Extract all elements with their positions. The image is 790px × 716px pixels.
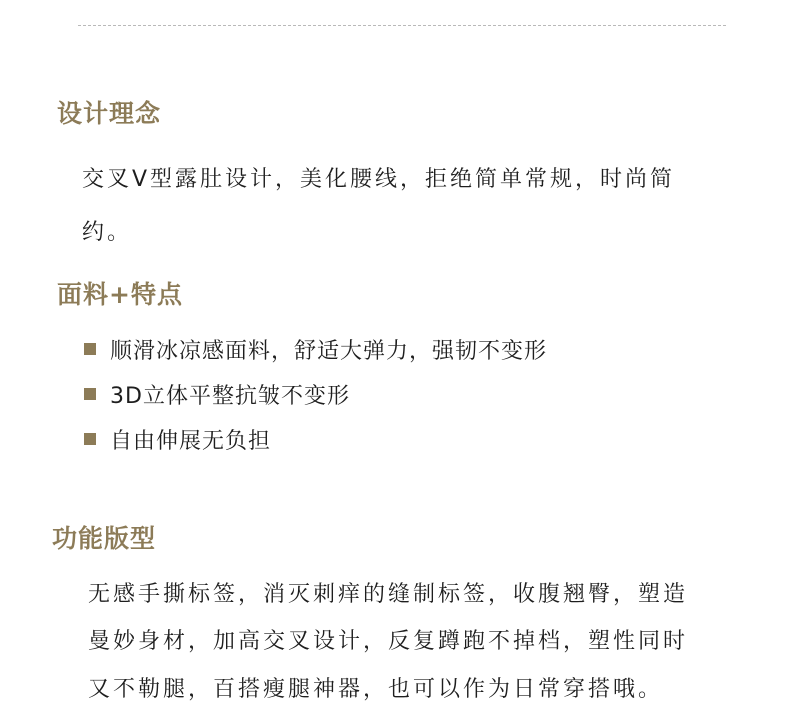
top-dashed-divider (78, 25, 726, 26)
fabric-features-list (84, 334, 547, 469)
square-bullet-icon (84, 433, 96, 445)
function-fit-heading: 功能版型 (52, 524, 157, 553)
list-item (84, 334, 547, 364)
function-fit-line-2: 曼妙身材，加高交叉设计，反复蹲跑不掉档，塑性同时 (88, 629, 689, 654)
list-item (84, 379, 547, 409)
fabric-features-heading: 面料+特点 (57, 280, 183, 309)
square-bullet-icon (84, 388, 96, 400)
design-concept-heading: 设计理念 (57, 99, 162, 128)
function-fit-line-3: 又不勒腿，百搭瘦腿神器，也可以作为日常穿搭哦。 (88, 677, 664, 702)
list-item-text: 顺滑冰凉感面料，舒适大弹力，强韧不变形 (110, 338, 548, 364)
function-fit-line-1: 无感手撕标签，消灭刺痒的缝制标签，收腹翘臀，塑造 (88, 582, 689, 607)
square-bullet-icon (84, 343, 96, 355)
list-item (84, 424, 547, 454)
list-item-text: 自由伸展无负担 (110, 428, 272, 454)
list-item-text: 3D立体平整抗皱不变形 (110, 383, 350, 409)
design-concept-line-1: 交叉V型露肚设计，美化腰线，拒绝简单常规，时尚简 (82, 167, 676, 192)
design-concept-line-2: 约。 (82, 220, 133, 245)
